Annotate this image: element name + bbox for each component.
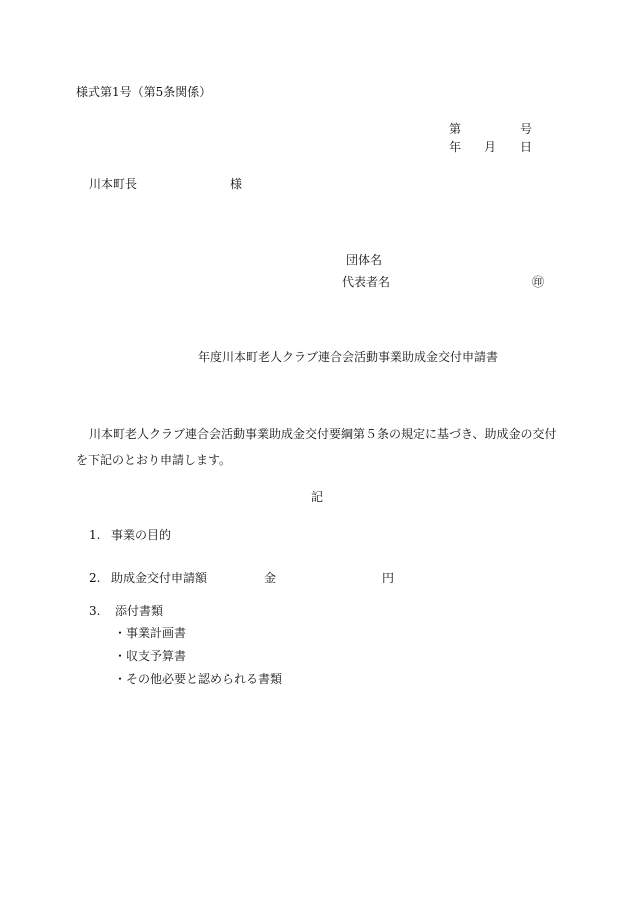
- item-amount-label: 助成金交付申請額: [111, 571, 208, 585]
- addressee-honorific: 様: [230, 177, 243, 191]
- seal-mark: ㊞: [532, 275, 545, 289]
- item-number: 3.: [89, 604, 101, 618]
- document-number-dai: 第: [449, 122, 462, 136]
- item-purpose-label: 事業の目的: [111, 528, 172, 542]
- amount-kin-label: 金: [264, 571, 277, 585]
- item-number: 2.: [89, 571, 101, 585]
- attachment-item: ・その他必要と認められる書類: [114, 672, 283, 686]
- item-attachments-label: 添付書類: [115, 604, 164, 618]
- form-number: 様式第1号（第5条関係）: [76, 85, 212, 99]
- date-month-label: 月: [484, 140, 497, 154]
- attachment-item: ・事業計画書: [114, 626, 187, 640]
- ki-heading: 記: [311, 490, 324, 504]
- attachment-item: ・収支予算書: [114, 649, 187, 663]
- date-year-label: 年: [449, 140, 462, 154]
- body-text-line-2: を下記のとおり申請します。: [76, 453, 232, 467]
- amount-yen-label: 円: [382, 571, 395, 585]
- document-number-go: 号: [520, 122, 533, 136]
- item-number: 1.: [89, 528, 101, 542]
- representative-name-label: 代表者名: [342, 275, 391, 289]
- organization-name-label: 団体名: [346, 253, 383, 267]
- body-text-line-1: 川本町老人クラブ連合会活動事業助成金交付要綱第５条の規定に基づき、助成金の交付: [89, 427, 557, 441]
- document-title: 年度川本町老人クラブ連合会活動事業助成金交付申請書: [198, 350, 499, 364]
- date-day-label: 日: [520, 140, 533, 154]
- addressee-name: 川本町長: [89, 177, 138, 191]
